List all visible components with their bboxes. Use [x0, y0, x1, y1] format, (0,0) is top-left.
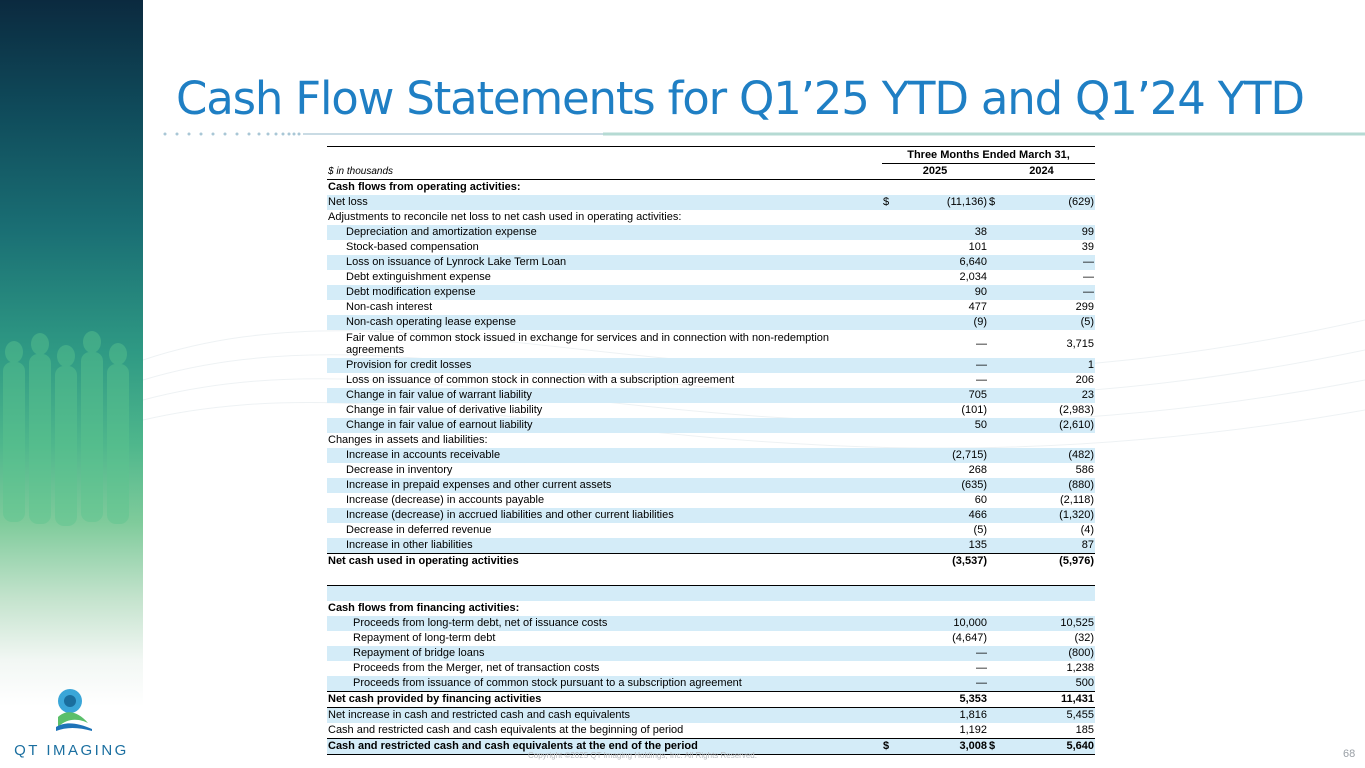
currency-symbol-2025	[882, 646, 894, 661]
currency-symbol-2024	[988, 601, 1000, 616]
value-2024	[1000, 180, 1095, 196]
value-2025: (4,647)	[952, 632, 987, 644]
row-label: Increase in accounts receivable	[327, 448, 882, 463]
table-row	[327, 388, 1095, 403]
table-row	[327, 676, 1095, 692]
row-label: Non-cash operating lease expense	[327, 315, 882, 330]
value-2025: 60	[974, 494, 987, 506]
value-2024: (1,320)	[1000, 508, 1095, 523]
row-label: Cash and restricted cash and cash equivalents at the beginning of period	[328, 724, 684, 736]
row-label: Increase (decrease) in accounts payable	[346, 494, 545, 506]
value-2025: —	[976, 374, 987, 386]
table-row	[327, 285, 1095, 300]
qt-imaging-logo-icon	[48, 683, 96, 733]
value-2024: —	[1000, 255, 1095, 270]
value-2025: 50	[894, 418, 988, 433]
row-label: Debt extinguishment expense	[346, 271, 491, 283]
row-label: Repayment of long-term debt	[353, 632, 496, 644]
currency-symbol-2024	[988, 554, 1000, 570]
value-2024: —	[1083, 271, 1095, 283]
period-header: Three Months Ended March 31,	[882, 147, 1095, 164]
value-2025: 10,000	[894, 616, 988, 631]
spacer-row	[327, 569, 1095, 586]
page-number: 68	[1343, 748, 1356, 760]
value-2024	[1000, 210, 1095, 225]
currency-symbol-2025	[882, 285, 894, 300]
value-2024: —	[1000, 285, 1095, 300]
table-row	[327, 240, 1095, 255]
value-2025: 3,008	[894, 739, 988, 755]
row-label: Loss on issuance of Lynrock Lake Term Loan	[327, 255, 882, 270]
table-row	[327, 554, 1095, 570]
value-2024: (5,976)	[1000, 554, 1095, 570]
value-2024: 5,455	[1000, 708, 1095, 724]
value-2025: 5,353	[894, 692, 988, 708]
currency-symbol-2025	[882, 300, 894, 315]
currency-symbol-2025	[882, 661, 894, 676]
table-row	[327, 708, 1095, 724]
currency-symbol-2024	[988, 433, 1000, 448]
currency-symbol-2025	[882, 493, 894, 508]
currency-symbol-2024	[988, 448, 1000, 463]
table-row	[327, 616, 1095, 631]
table-row	[327, 661, 1095, 676]
currency-symbol-2024: $	[988, 739, 1000, 755]
value-2025: 477	[968, 301, 987, 313]
value-2025	[894, 601, 988, 616]
row-label: Stock-based compensation	[346, 241, 479, 253]
row-label: Increase in other liabilities	[327, 538, 882, 554]
currency-symbol-2024	[988, 270, 1000, 285]
currency-symbol-2025	[882, 255, 894, 270]
currency-symbol-2025	[882, 692, 894, 708]
row-label: Fair value of common stock issued in exchange for services and in connection with non-redemption agreements	[346, 332, 830, 356]
copyright-footer: Copyright ©2025 QT Imaging Holdings, Inc. All Rights Reserved.	[528, 751, 757, 760]
value-2024: 87	[1000, 538, 1095, 554]
row-label: Repayment of bridge loans	[327, 646, 882, 661]
table-row	[327, 270, 1095, 285]
year-2025-header: 2025	[882, 164, 988, 180]
currency-symbol-2024	[988, 388, 1000, 403]
value-2024: (5)	[1000, 315, 1095, 330]
value-2025: 2,034	[959, 271, 987, 283]
value-2025: (11,136)	[894, 195, 988, 210]
table-row	[327, 463, 1095, 478]
title-underline-decoration	[163, 130, 1365, 138]
currency-symbol-2024	[988, 616, 1000, 631]
table-row	[327, 646, 1095, 661]
cash-flow-table	[327, 146, 1095, 755]
value-2025: 1,192	[959, 724, 987, 736]
currency-symbol-2025	[882, 478, 894, 493]
currency-symbol-2024	[988, 661, 1000, 676]
unit-label: $ in thousands	[327, 164, 882, 180]
currency-symbol-2025	[882, 403, 894, 418]
row-label: Non-cash interest	[346, 301, 433, 313]
value-2024	[1000, 433, 1095, 448]
value-2025: 6,640	[894, 255, 988, 270]
value-2024: (2,983)	[1059, 404, 1095, 416]
currency-symbol-2024	[988, 723, 1000, 739]
brand-block	[0, 683, 143, 759]
currency-symbol-2025	[882, 601, 894, 616]
table-row	[327, 330, 1095, 358]
value-2025: 705	[894, 388, 988, 403]
value-2024: (4)	[1080, 524, 1095, 536]
row-label: Changes in assets and liabilities:	[328, 434, 488, 446]
currency-symbol-2024	[988, 358, 1000, 373]
currency-symbol-2025	[882, 463, 894, 478]
table-row	[327, 508, 1095, 523]
currency-symbol-2025	[882, 225, 894, 240]
row-label: Loss on issuance of common stock in connection with a subscription agreement	[346, 374, 735, 386]
value-2024: 39	[1081, 241, 1095, 253]
value-2025	[894, 433, 988, 448]
value-2024: 185	[1075, 724, 1095, 736]
currency-symbol-2025	[882, 270, 894, 285]
currency-symbol-2025	[882, 180, 894, 196]
row-label: Decrease in inventory	[346, 464, 453, 476]
value-2025: —	[894, 358, 988, 373]
currency-symbol-2024	[988, 300, 1000, 315]
slide-title: Cash Flow Statements for Q1’25 YTD and Q1’24 YTD	[176, 72, 1304, 125]
row-label: Net increase in cash and restricted cash and cash equivalents	[327, 708, 882, 724]
value-2025: (3,537)	[894, 554, 988, 570]
table-row	[327, 358, 1095, 373]
value-2025: (9)	[894, 315, 988, 330]
currency-symbol-2025	[882, 418, 894, 433]
row-label: Decrease in deferred revenue	[346, 524, 492, 536]
table-row	[327, 538, 1095, 554]
value-2025: 135	[894, 538, 988, 554]
table-row	[327, 601, 1095, 616]
row-label: Increase (decrease) in accrued liabilities and other current liabilities	[327, 508, 882, 523]
value-2025: 268	[968, 464, 987, 476]
row-label: Increase in prepaid expenses and other current assets	[327, 478, 882, 493]
year-2024-header: 2024	[988, 164, 1095, 180]
currency-symbol-2024	[988, 692, 1000, 708]
currency-symbol-2025: $	[882, 195, 894, 210]
currency-symbol-2025	[882, 723, 894, 739]
currency-symbol-2025	[882, 315, 894, 330]
row-label: Cash and restricted cash and cash equivalents at the end of the period	[327, 739, 882, 755]
table-row	[327, 373, 1095, 388]
currency-symbol-2025	[882, 631, 894, 646]
currency-symbol-2024	[988, 478, 1000, 493]
table-row	[327, 723, 1095, 739]
value-2025	[894, 180, 988, 196]
value-2025: —	[894, 676, 988, 692]
left-decorative-panel	[0, 0, 143, 768]
currency-symbol-2024	[988, 646, 1000, 661]
value-2024: 1	[1000, 358, 1095, 373]
table-row	[327, 433, 1095, 448]
value-2024: 586	[1075, 464, 1095, 476]
currency-symbol-2025	[882, 448, 894, 463]
currency-symbol-2024	[988, 403, 1000, 418]
currency-symbol-2024	[988, 240, 1000, 255]
currency-symbol-2024	[988, 463, 1000, 478]
table-row	[327, 180, 1095, 196]
currency-symbol-2025	[882, 373, 894, 388]
row-label: Proceeds from the Merger, net of transaction costs	[353, 662, 600, 674]
row-label: Proceeds from long-term debt, net of issuance costs	[327, 616, 882, 631]
currency-symbol-2025	[882, 538, 894, 554]
currency-symbol-2025	[882, 676, 894, 692]
currency-symbol-2024	[988, 708, 1000, 724]
value-2024: 5,640	[1000, 739, 1095, 755]
currency-symbol-2024	[988, 538, 1000, 554]
row-label: Change in fair value of earnout liability	[327, 418, 882, 433]
currency-symbol-2024	[988, 418, 1000, 433]
value-2025: 38	[894, 225, 988, 240]
row-label: Net cash used in operating activities	[327, 554, 882, 570]
table-row	[327, 195, 1095, 210]
currency-symbol-2025	[882, 210, 894, 225]
currency-symbol-2025	[882, 523, 894, 538]
currency-symbol-2024: $	[988, 195, 1000, 210]
row-label: Depreciation and amortization expense	[327, 225, 882, 240]
currency-symbol-2024	[988, 225, 1000, 240]
currency-symbol-2025	[882, 330, 894, 358]
value-2024: (629)	[1000, 195, 1095, 210]
value-2025: 466	[894, 508, 988, 523]
table-row	[327, 478, 1095, 493]
currency-symbol-2025	[882, 554, 894, 570]
currency-symbol-2025	[882, 616, 894, 631]
currency-symbol-2025	[882, 358, 894, 373]
currency-symbol-2025	[882, 433, 894, 448]
row-label: Net cash provided by financing activities	[327, 692, 882, 708]
row-label: Adjustments to reconcile net loss to net cash used in operating activities:	[328, 211, 682, 223]
row-label: Provision for credit losses	[327, 358, 882, 373]
table-row	[327, 315, 1095, 330]
value-2024: (2,610)	[1000, 418, 1095, 433]
value-2024: (32)	[1074, 632, 1095, 644]
table-row	[327, 448, 1095, 463]
value-2024: 3,715	[1066, 338, 1095, 350]
row-label: Net loss	[327, 195, 882, 210]
currency-symbol-2024	[988, 493, 1000, 508]
value-2024: 23	[1000, 388, 1095, 403]
value-2024: (800)	[1000, 646, 1095, 661]
value-2025: —	[976, 662, 987, 674]
row-label: Proceeds from issuance of common stock pursuant to a subscription agreement	[327, 676, 882, 692]
table-row	[327, 631, 1095, 646]
currency-symbol-2024	[988, 523, 1000, 538]
table-row	[327, 210, 1095, 225]
brand-wordmark: QT IMAGING	[14, 742, 129, 759]
currency-symbol-2025	[882, 708, 894, 724]
currency-symbol-2024	[988, 676, 1000, 692]
currency-symbol-2025	[882, 240, 894, 255]
currency-symbol-2024	[988, 255, 1000, 270]
table-row	[327, 255, 1095, 270]
table-row	[327, 225, 1095, 240]
currency-symbol-2025	[882, 388, 894, 403]
row-label: Debt modification expense	[327, 285, 882, 300]
value-2024: (880)	[1000, 478, 1095, 493]
table-row	[327, 403, 1095, 418]
currency-symbol-2024	[988, 508, 1000, 523]
row-label: Change in fair value of warrant liability	[327, 388, 882, 403]
value-2025: (2,715)	[894, 448, 988, 463]
value-2024: 99	[1000, 225, 1095, 240]
currency-symbol-2024	[988, 373, 1000, 388]
value-2024: 10,525	[1000, 616, 1095, 631]
table-row	[327, 692, 1095, 708]
table-row	[327, 418, 1095, 433]
value-2024: (482)	[1000, 448, 1095, 463]
currency-symbol-2024	[988, 285, 1000, 300]
spacer-row	[327, 586, 1095, 602]
value-2025: —	[976, 338, 987, 350]
value-2025: 90	[894, 285, 988, 300]
currency-symbol-2024	[988, 631, 1000, 646]
currency-symbol-2025: $	[882, 739, 894, 755]
row-label: Cash flows from financing activities:	[328, 602, 520, 614]
value-2025: 101	[968, 241, 987, 253]
value-2024: 206	[1075, 374, 1095, 386]
row-label: Change in fair value of derivative liability	[346, 404, 543, 416]
value-2024	[1000, 601, 1095, 616]
value-2025: (635)	[894, 478, 988, 493]
value-2024: 500	[1000, 676, 1095, 692]
table-header-years	[327, 164, 1095, 180]
value-2025: 1,816	[894, 708, 988, 724]
table-row	[327, 493, 1095, 508]
value-2024: (2,118)	[1059, 494, 1095, 506]
value-2025: (101)	[961, 404, 987, 416]
currency-symbol-2024	[988, 180, 1000, 196]
table-header-period	[327, 147, 1095, 164]
currency-symbol-2024	[988, 315, 1000, 330]
value-2025: (5)	[973, 524, 987, 536]
value-2024: 11,431	[1000, 692, 1095, 708]
currency-symbol-2024	[988, 210, 1000, 225]
value-2025	[894, 210, 988, 225]
currency-symbol-2024	[988, 330, 1000, 358]
value-2024: 299	[1075, 301, 1095, 313]
table-row	[327, 300, 1095, 315]
currency-symbol-2025	[882, 508, 894, 523]
value-2024: 1,238	[1066, 662, 1095, 674]
table-row	[327, 523, 1095, 538]
row-label: Cash flows from operating activities:	[328, 181, 521, 193]
people-silhouettes-graphic	[0, 330, 143, 530]
value-2025: —	[894, 646, 988, 661]
